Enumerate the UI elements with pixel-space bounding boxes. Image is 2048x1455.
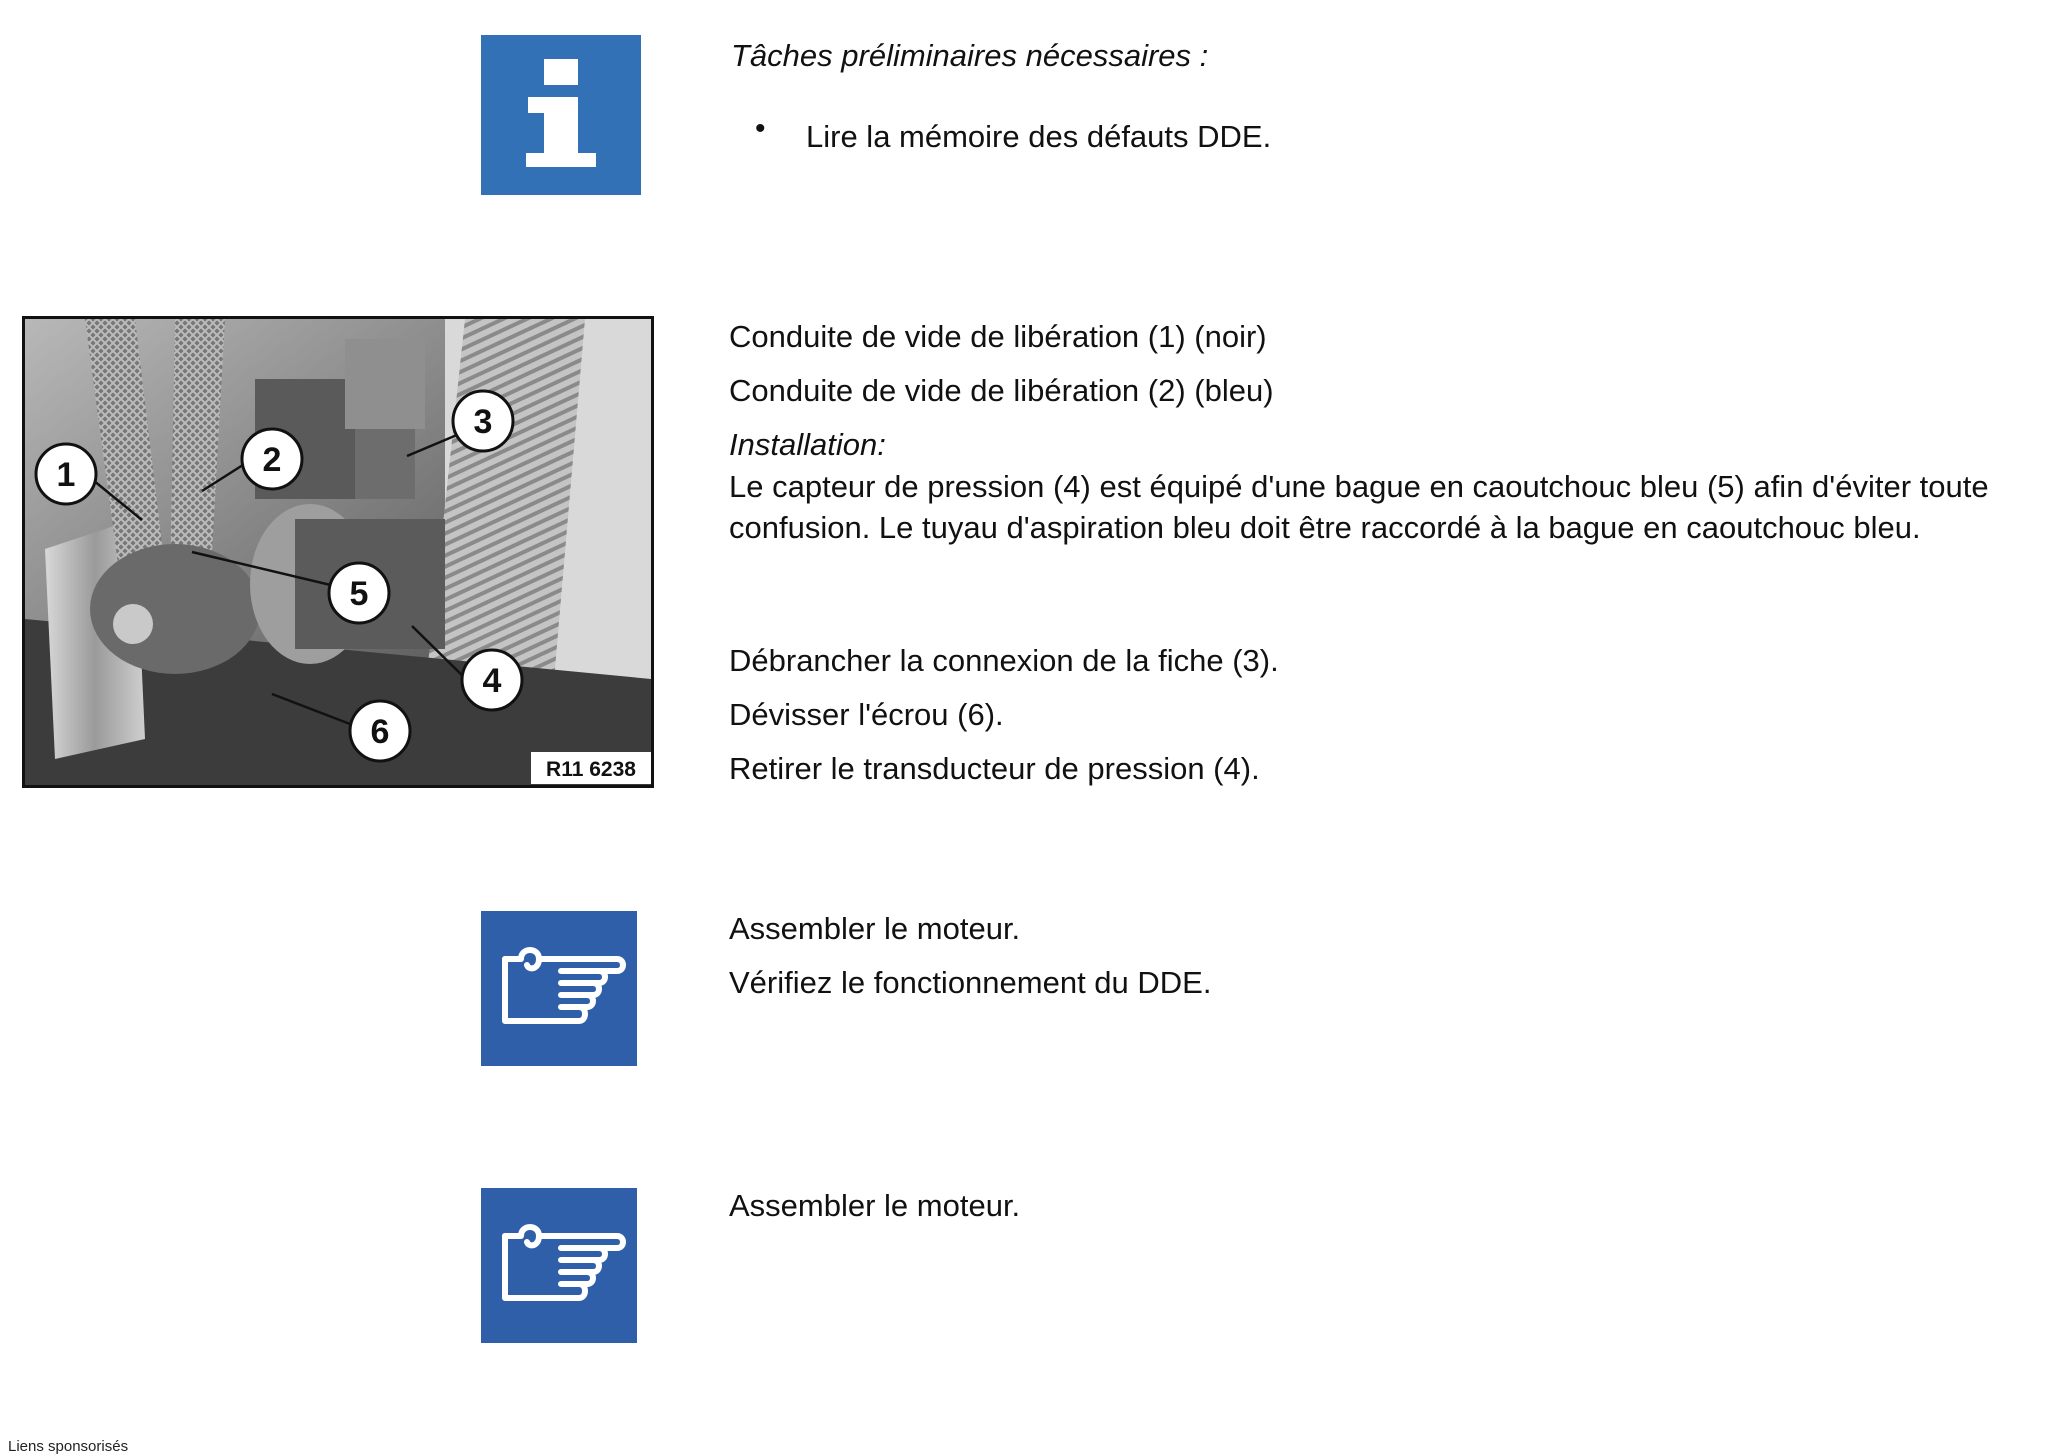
note1-assemble-engine: Assembler le moteur. xyxy=(729,911,1021,946)
installation-label: Installation: xyxy=(729,427,886,462)
preliminary-heading: Tâches préliminaires nécessaires : xyxy=(731,38,1209,73)
sponsored-links-label[interactable]: Liens sponsorisés xyxy=(8,1438,129,1455)
callout-label-1: 1 xyxy=(56,456,76,494)
callout-label-2: 2 xyxy=(262,441,282,479)
pointing-hand-icon-2 xyxy=(481,1188,637,1343)
note1-check-dde: Vérifiez le fonctionnement du DDE. xyxy=(729,965,1212,1000)
bullet-dot: • xyxy=(755,112,766,145)
vacuum-line-1: Conduite de vide de libération (1) (noir) xyxy=(729,319,1267,354)
step-disconnect-plug: Débrancher la connexion de la fiche (3). xyxy=(729,643,1279,678)
preliminary-bullet-item: Lire la mémoire des défauts DDE. xyxy=(806,119,1272,154)
vacuum-line-2: Conduite de vide de libération (2) (bleu) xyxy=(729,373,1274,408)
note2-assemble-engine: Assembler le moteur. xyxy=(729,1188,1021,1223)
callout-overlay xyxy=(22,316,654,788)
pointing-hand-icon xyxy=(481,911,637,1066)
callout-label-4: 4 xyxy=(482,662,502,700)
installation-paragraph: Le capteur de pression (4) est équipé d'une bague en caoutchouc bleu (5) afin d'éviter toute confusion. Le tuyau d'aspiration bleu doit être raccordé à la bague en caoutchouc bleu. xyxy=(729,469,1989,545)
callout-label-6: 6 xyxy=(370,713,390,751)
step-remove-transducer: Retirer le transducteur de pression (4). xyxy=(729,751,1260,786)
callout-label-5: 5 xyxy=(349,575,369,613)
info-icon xyxy=(481,35,641,195)
callout-label-3: 3 xyxy=(473,403,493,441)
figure-reference: R11 6238 xyxy=(546,758,636,781)
step-unscrew-nut: Dévisser l'écrou (6). xyxy=(729,697,1004,732)
